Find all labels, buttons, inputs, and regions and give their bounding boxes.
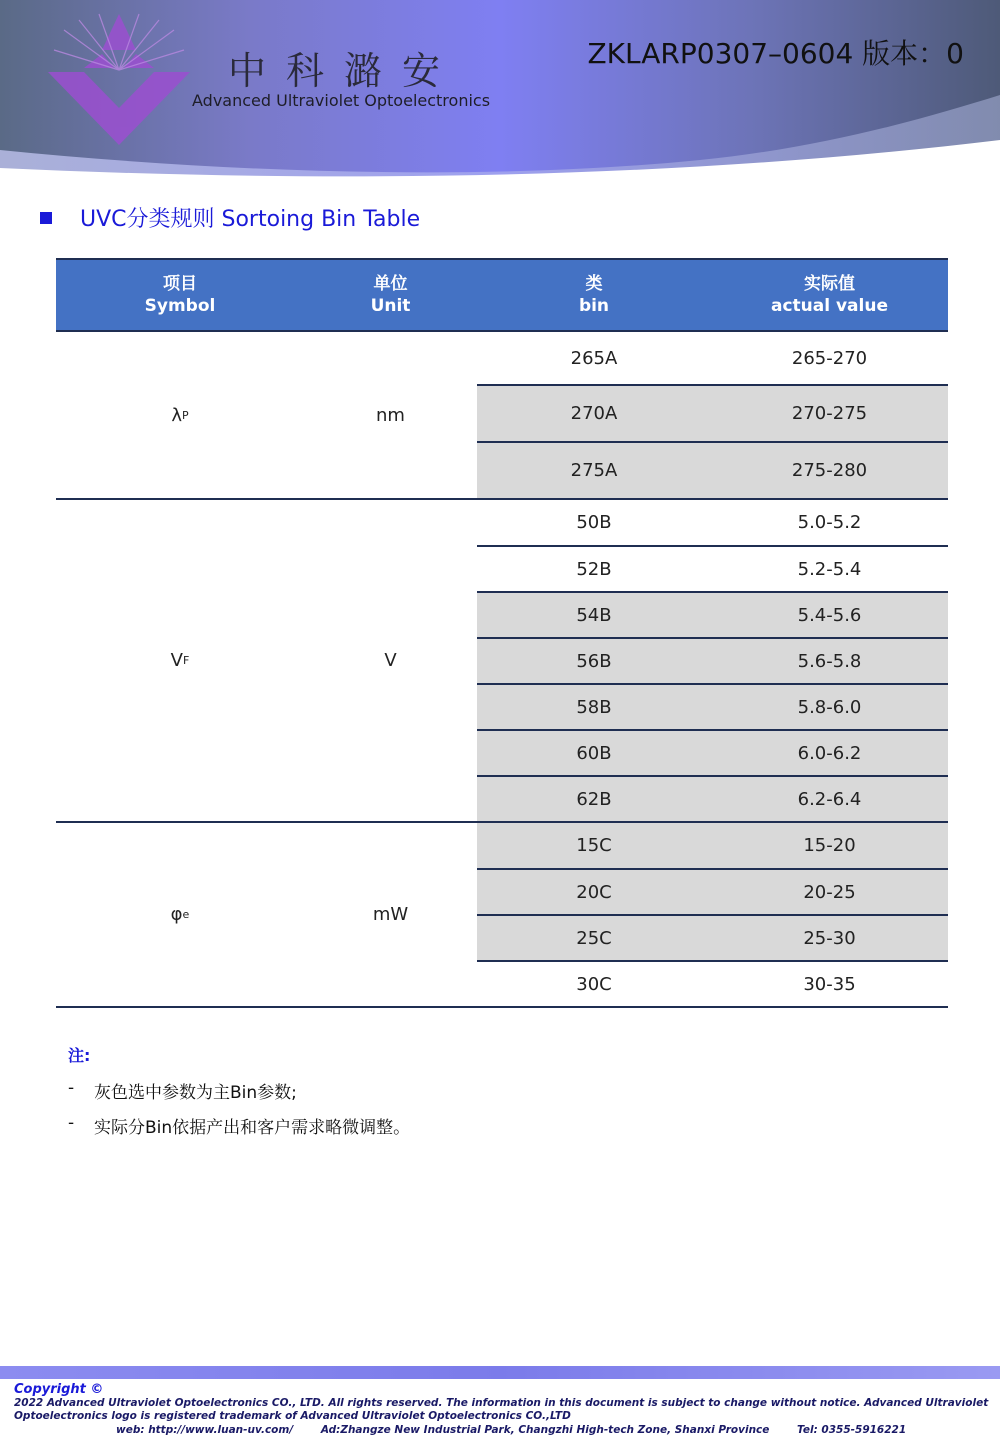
- symbol-text: V: [170, 650, 183, 671]
- unit-cell: mW: [372, 904, 409, 925]
- bin-cell: 56B: [576, 650, 612, 672]
- section-heading: [40, 202, 420, 233]
- phone-text: Tel: 0355-5916221: [797, 1424, 907, 1436]
- bin-cell: 265A: [570, 347, 618, 369]
- table-row: [477, 545, 948, 591]
- header-unit: [304, 260, 477, 330]
- bin-cell: 270A: [570, 403, 618, 424]
- notes-heading: 注:: [68, 1046, 91, 1065]
- value-cell: 5.6-5.8: [797, 650, 862, 672]
- header-cn: 类: [585, 274, 603, 294]
- header-en: bin: [578, 296, 610, 316]
- symbol-cell: [56, 823, 304, 1006]
- symbol-subscript: e: [182, 908, 190, 921]
- bin-rows: [477, 500, 948, 821]
- value-cell: 5.8-6.0: [797, 696, 862, 718]
- table-row: [477, 960, 948, 1006]
- section-title: UVC分类规则 Sortoing Bin Table: [80, 207, 421, 232]
- header-symbol: [56, 260, 304, 330]
- table-row: [477, 637, 948, 683]
- bin-cell: 25C: [576, 927, 612, 949]
- address-text: Ad:Zhangze New Industrial Park, Changzhi High-tech Zone, Shanxi Province: [320, 1424, 770, 1436]
- value-cell: 5.2-5.4: [797, 558, 862, 580]
- bin-cell: 54B: [576, 604, 612, 626]
- bin-cell: 58B: [576, 696, 612, 718]
- value-cell: 6.0-6.2: [797, 742, 862, 764]
- bin-rows: [477, 823, 948, 1006]
- company-name-en: Advanced Ultraviolet Optoelectronics: [192, 91, 491, 110]
- bin-cell: 20C: [576, 881, 612, 903]
- symbol-cell: [56, 332, 304, 498]
- table-row: [477, 332, 948, 384]
- symbol-text: φ: [170, 904, 183, 925]
- copyright-text: 2022 Advanced Ultraviolet Optoelectronics CO., LTD. All rights reserved. The information in this document is subject to change without notice. Advanced Ultraviolet Optoelectronics logo is registered trademark of Advanced Ultraviolet Optoelectronics CO.,LTD: [14, 1397, 989, 1422]
- table-header-row: [56, 258, 948, 332]
- table-group-radiant-flux: [56, 823, 948, 1008]
- value-cell: 275-280: [791, 460, 868, 481]
- notes-block: [68, 1043, 410, 1148]
- table-row: [477, 729, 948, 775]
- value-cell: 265-270: [791, 347, 868, 369]
- company-logo: [44, 10, 194, 150]
- value-cell: 5.4-5.6: [797, 604, 862, 626]
- bin-cell: 275A: [570, 460, 618, 481]
- bin-table: [56, 258, 948, 1008]
- value-cell: 15-20: [803, 835, 856, 856]
- unit-cell: nm: [376, 404, 405, 426]
- copyright-label: Copyright ©: [14, 1382, 104, 1397]
- value-cell: 20-25: [803, 881, 856, 903]
- website-link[interactable]: web: http://www.luan-uv.com/: [116, 1424, 294, 1436]
- bullet-square-icon: [40, 212, 52, 224]
- table-row: [477, 591, 948, 637]
- table-row: [477, 500, 948, 545]
- note-text: 实际分Bin依据产出和客户需求略微调整。: [94, 1118, 411, 1138]
- bin-cell: 30C: [576, 973, 612, 995]
- value-cell: 25-30: [803, 927, 856, 949]
- table-row: [477, 683, 948, 729]
- bin-cell: 52B: [576, 558, 612, 580]
- symbol-subscript: F: [183, 654, 190, 667]
- table-row: [477, 914, 948, 960]
- header-en: Symbol: [144, 296, 216, 316]
- table-row: [477, 868, 948, 914]
- bin-cell: 15C: [576, 835, 612, 856]
- header-bin: [477, 260, 711, 330]
- bin-cell: 60B: [576, 742, 612, 764]
- value-cell: 5.0-5.2: [797, 512, 862, 533]
- header-cn: 实际值: [804, 274, 855, 294]
- header-cn: 单位: [373, 274, 408, 294]
- table-row: [477, 775, 948, 821]
- symbol-cell: [56, 500, 304, 821]
- value-cell: 30-35: [803, 973, 856, 995]
- note-dash: -: [68, 1078, 75, 1098]
- header-cn: 项目: [163, 274, 197, 294]
- table-row: [477, 441, 948, 498]
- bin-cell: 62B: [576, 788, 612, 810]
- contact-line: [14, 1423, 990, 1437]
- header-actual-value: [711, 260, 948, 330]
- header-banner: [0, 0, 1000, 180]
- document-code: ZKLARP0307–0604 版本：0: [587, 37, 964, 70]
- page-footer: [14, 1382, 990, 1437]
- unit-cell: V: [384, 650, 397, 671]
- bin-rows: [477, 332, 948, 498]
- symbol-text: λ: [171, 404, 182, 426]
- note-dash: -: [68, 1113, 75, 1133]
- note-text: 灰色选中参数为主Bin参数;: [94, 1083, 297, 1103]
- table-group-wavelength: [56, 332, 948, 500]
- table-group-voltage: [56, 500, 948, 823]
- value-cell: 6.2-6.4: [797, 788, 862, 810]
- header-en: actual value: [770, 296, 888, 316]
- note-item: [68, 1113, 410, 1138]
- table-row: [477, 384, 948, 441]
- symbol-subscript: P: [182, 408, 189, 422]
- company-name-cn: 中科潞安: [228, 49, 461, 93]
- note-item: [68, 1078, 410, 1103]
- bin-cell: 50B: [576, 512, 612, 533]
- header-en: Unit: [370, 296, 411, 316]
- footer-divider: [0, 1366, 1000, 1379]
- table-row: [477, 823, 948, 868]
- value-cell: 270-275: [791, 403, 868, 424]
